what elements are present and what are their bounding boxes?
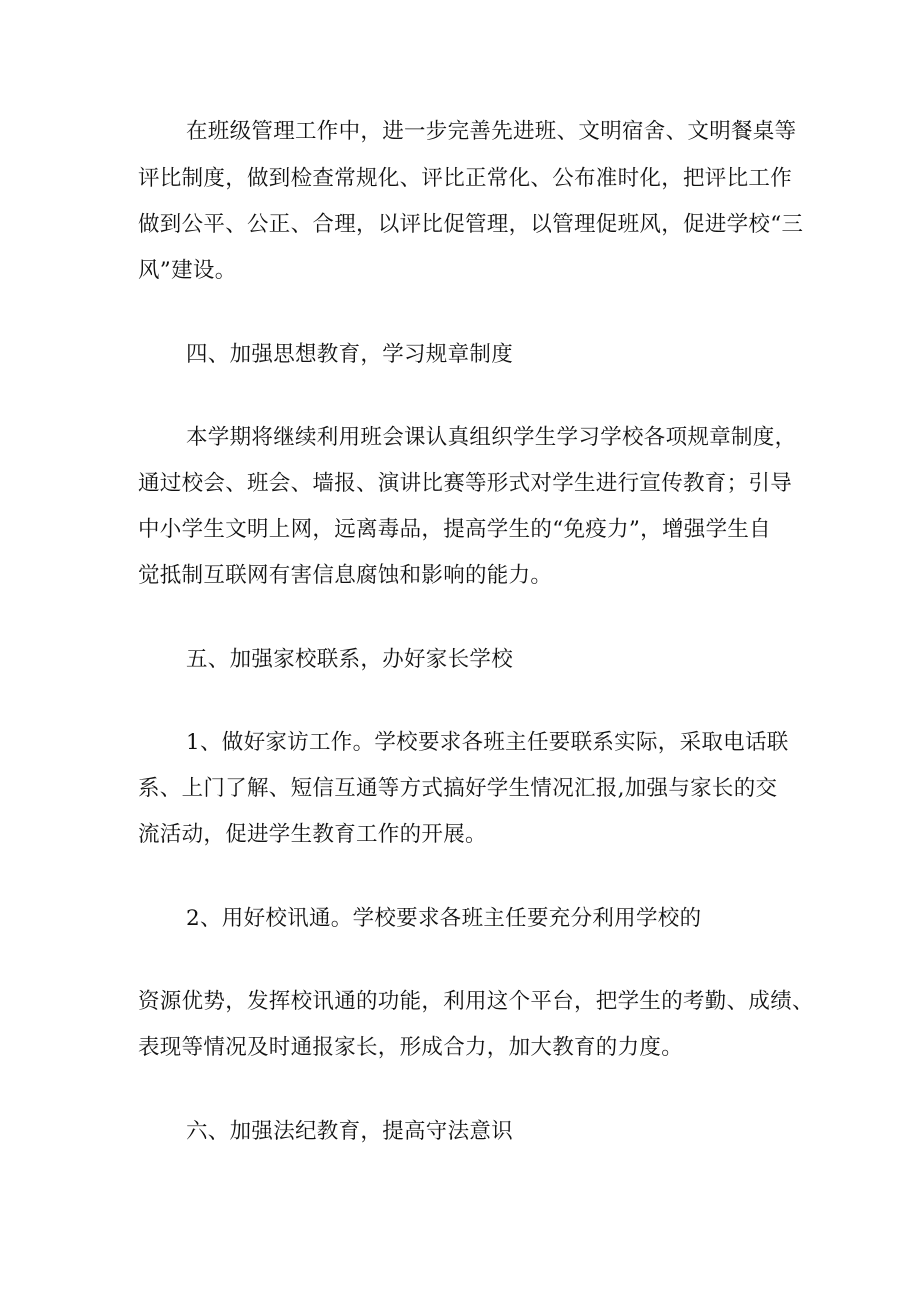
section-heading-ideology-education: 四、加强思想教育，学习规章制度 (186, 342, 514, 367)
section-heading-home-school: 五、加强家校联系，办好家长学校 (186, 647, 514, 672)
paragraph-line: 评比制度，做到检查常规化、评比正常化、公布准时化，把评比工作 (138, 166, 793, 191)
paragraph-line: 表现等情况及时通报家长，形成合力，加大教育的力度。 (138, 1035, 684, 1060)
paragraph-line: 通过校会、班会、墙报、演讲比赛等形式对学生进行宣传教育；引导 (138, 471, 793, 496)
paragraph-line: 在班级管理工作中，进一步完善先进班、文明宿舍、文明餐桌等 (186, 119, 797, 144)
paragraph-line: 本学期将继续利用班会课认真组织学生学习学校各项规章制度， (186, 425, 797, 450)
paragraph-school-messaging: 2、用好校讯通。学校要求各班主任要充分利用学校的 (186, 906, 702, 931)
paragraph-line: 系、上门了解、短信互通等方式搞好学生情况汇报,加强与家长的交 (138, 776, 778, 801)
paragraph-line: 觉抵制互联网有害信息腐蚀和影响的能力。 (138, 563, 553, 588)
paragraph-line: 流活动，促进学生教育工作的开展。 (138, 822, 487, 847)
paragraph-line: 做到公平、公正、合理，以评比促管理，以管理促班风，促进学校“三 (138, 212, 804, 237)
paragraph-line: 风”建设。 (138, 258, 237, 283)
paragraph-line: 中小学生文明上网，远离毒品，提高学生的“免疫力”，增强学生自 (138, 517, 771, 542)
paragraph-line: 资源优势，发挥校讯通的功能，利用这个平台，把学生的考勤、成绩、 (138, 989, 814, 1014)
paragraph-line: 1、做好家访工作。学校要求各班主任要联系实际，采取电话联 (186, 730, 789, 755)
section-heading-legal-education: 六、加强法纪教育，提高守法意识 (186, 1119, 514, 1144)
